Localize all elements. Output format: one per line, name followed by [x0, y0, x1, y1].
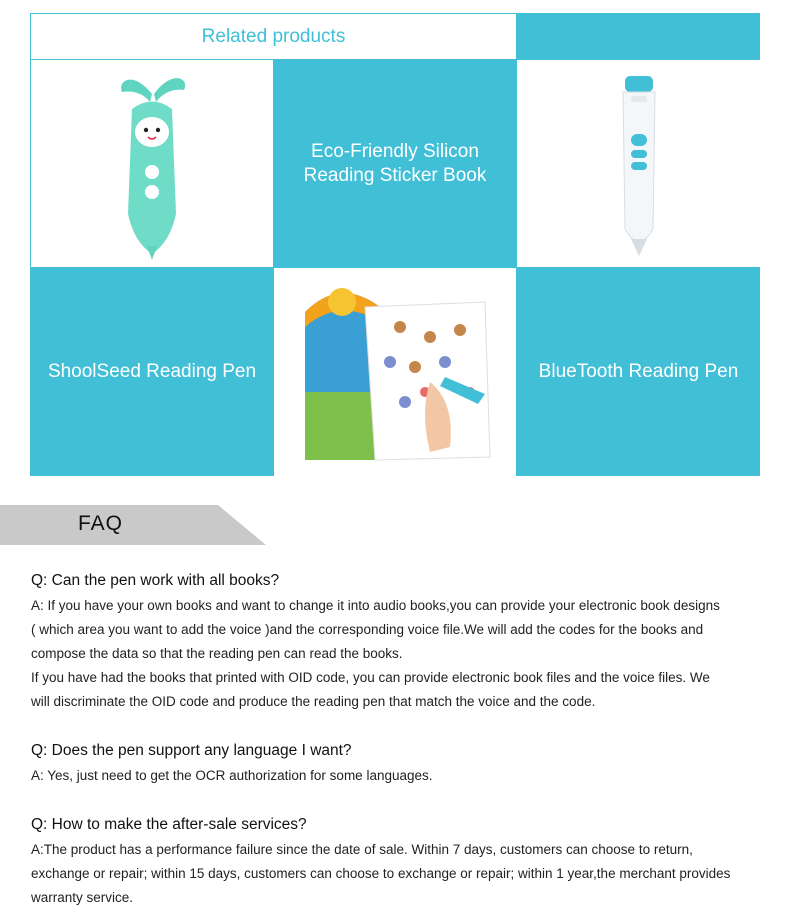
answer-line: exchange or repair; within 15 days, customers can choose to exchange or repair; within 1 year,the merchant provides	[31, 866, 731, 881]
product-label-shoolseed-pen: ShoolSeed Reading Pen	[47, 361, 257, 382]
answer-line: A: If you have your own books and want to change it into audio books,you can provide your electronic book designs	[31, 598, 720, 613]
answer-line: ( which area you want to add the voice )and the corresponding voice file.We will add the codes for the books and	[31, 622, 704, 637]
product-card-bluetooth-pen[interactable]	[517, 268, 760, 476]
faq-heading: FAQ	[78, 512, 124, 535]
faq-question: Q: Can the pen work with all books?	[31, 572, 280, 589]
related-products-grid	[30, 13, 760, 476]
faq-answer	[31, 594, 766, 714]
product-image-bluetooth-pen[interactable]	[517, 60, 760, 267]
faq-question: Q: Does the pen support any language I want?	[31, 742, 352, 759]
product-label-bluetooth-pen: BlueTooth Reading Pen	[538, 361, 739, 382]
answer-line: A: Yes, just need to get the OCR authorization for some languages.	[31, 768, 433, 783]
sticker-book-illustration	[280, 282, 510, 462]
faq-item-1	[31, 570, 766, 714]
faq-answer	[31, 764, 766, 788]
product-card-shoolseed-pen[interactable]	[31, 268, 273, 476]
product-card-sticker-book[interactable]	[274, 60, 516, 267]
related-products-title: Related products	[31, 14, 516, 59]
product-label-sticker-book: Eco-Friendly Silicon Reading Sticker Book	[303, 140, 487, 186]
answer-line: compose the data so that the reading pen can read the books.	[31, 646, 403, 661]
answer-line: A:The product has a performance failure since the date of sale. Within 7 days, customers can choose to return,	[31, 842, 693, 857]
faq-question: Q: How to make the after-sale services?	[31, 816, 307, 833]
answer-line: If you have had the books that printed with OID code, you can provide electronic book files and the voice files. We	[31, 670, 710, 685]
faq-tab-shape	[0, 505, 268, 545]
answer-line: will discriminate the OID code and produce the reading pen that match the voice and the code.	[31, 694, 596, 709]
faq-answer	[31, 838, 766, 910]
product-image-seed-pen[interactable]	[31, 60, 273, 267]
product-image-sticker-book[interactable]	[274, 268, 516, 476]
answer-line: warranty service.	[31, 890, 134, 905]
header-accent-block	[517, 14, 760, 59]
faq-tab	[0, 505, 268, 545]
faq-item-2	[31, 740, 766, 788]
faq-item-3	[31, 814, 766, 910]
seed-pen-illustration	[92, 64, 212, 264]
bluetooth-pen-illustration	[609, 64, 669, 264]
